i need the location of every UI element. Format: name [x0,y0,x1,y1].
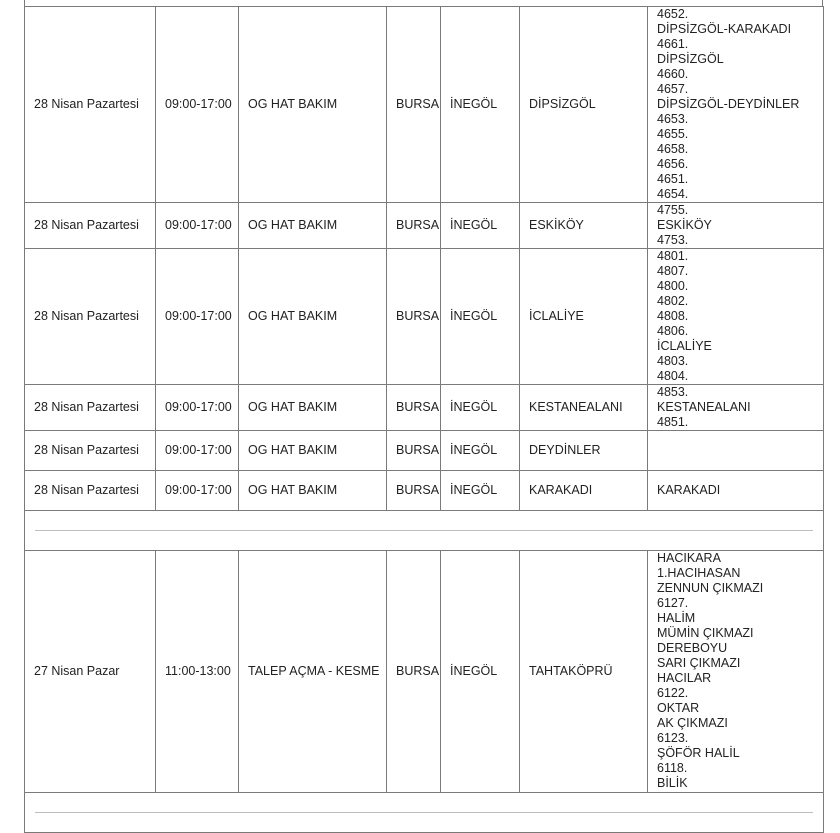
table-row [25,249,824,385]
street-item: 4803. [657,354,689,368]
street-item: KESTANEALANI [657,400,751,414]
district-cell: İNEGÖL [441,551,520,793]
table-row [25,431,824,471]
streets-cell [648,385,824,431]
neighborhood-cell: DEYDİNLER [520,431,648,471]
divider-line [35,530,813,531]
date-cell: 28 Nisan Pazartesi [25,431,156,471]
street-item: 4655. [657,127,689,141]
street-item: 4654. [657,187,689,201]
neighborhood-cell: ESKİKÖY [520,203,648,249]
neighborhood-cell: TAHTAKÖPRÜ [520,551,648,793]
type-cell: OG HAT BAKIM [239,471,387,511]
streets-cell [648,249,824,385]
district-cell: İNEGÖL [441,249,520,385]
type-cell: OG HAT BAKIM [239,431,387,471]
street-item: 4656. [657,157,689,171]
street-item: 4808. [657,309,689,323]
street-item: 4851. [657,415,689,429]
streets-cell [648,431,824,471]
time-cell: 09:00-17:00 [156,471,239,511]
time-cell: 09:00-17:00 [156,431,239,471]
street-item: 6123. [657,731,689,745]
city-cell: BURSA [387,471,441,511]
street-item: 4652. [657,7,689,21]
table-row [25,203,824,249]
street-item: DİPSİZGÖL [657,52,724,66]
time-cell: 09:00-17:00 [156,203,239,249]
street-item: SARI ÇIKMAZI [657,656,741,670]
type-cell: OG HAT BAKIM [239,385,387,431]
neighborhood-cell: KESTANEALANI [520,385,648,431]
street-item: 4806. [657,324,689,338]
type-cell: TALEP AÇMA - KESME [239,551,387,793]
time-cell: 11:00-13:00 [156,551,239,793]
date-cell: 28 Nisan Pazartesi [25,471,156,511]
street-item: DİPSİZGÖL-DEYDİNLER [657,97,800,111]
street-item: 4753. [657,233,689,247]
street-item: AK ÇIKMAZI [657,716,728,730]
street-item: İCLALİYE [657,339,712,353]
street-item: 4661. [657,37,689,51]
time-cell: 09:00-17:00 [156,385,239,431]
street-item: 4801. [657,249,689,263]
street-item: KARAKADI [657,483,721,497]
group-separator-row [25,793,824,833]
street-item: ZENNUN ÇIKMAZI [657,581,764,595]
group-separator-row [25,511,824,551]
street-item: MÜMİN ÇIKMAZI [657,626,754,640]
type-cell: OG HAT BAKIM [239,7,387,203]
street-item: BİLİK [657,776,688,790]
street-item: ESKİKÖY [657,218,712,232]
table-row [25,385,824,431]
street-item: DEREBOYU [657,641,728,655]
street-item: 4807. [657,264,689,278]
city-cell: BURSA [387,551,441,793]
street-item: 4651. [657,172,689,186]
type-cell: OG HAT BAKIM [239,249,387,385]
street-item: 4657. [657,82,689,96]
city-cell: BURSA [387,431,441,471]
district-cell: İNEGÖL [441,203,520,249]
street-item: 6127. [657,596,689,610]
neighborhood-cell: DİPSİZGÖL [520,7,648,203]
street-item: ŞÖFÖR HALİL [657,746,740,760]
street-item: 4653. [657,112,689,126]
street-item: 4802. [657,294,689,308]
city-cell: BURSA [387,249,441,385]
district-cell: İNEGÖL [441,431,520,471]
type-cell: OG HAT BAKIM [239,203,387,249]
street-item: DİPSİZGÖL-KARAKADI [657,22,792,36]
city-cell: BURSA [387,7,441,203]
street-item: OKTAR [657,701,700,715]
outage-table [24,6,824,833]
streets-cell [648,7,824,203]
neighborhood-cell: İCLALİYE [520,249,648,385]
table-row [25,551,824,793]
table-row [25,471,824,511]
street-item: 4658. [657,142,689,156]
street-item: HACIKARA [657,551,721,565]
street-item: HACILAR [657,671,712,685]
street-item: 4660. [657,67,689,81]
date-cell: 28 Nisan Pazartesi [25,385,156,431]
table-row [25,7,824,203]
street-item: 4800. [657,279,689,293]
time-cell: 09:00-17:00 [156,249,239,385]
streets-cell [648,471,824,511]
street-item: HALİM [657,611,696,625]
separator-cell [25,511,824,551]
date-cell: 28 Nisan Pazartesi [25,249,156,385]
streets-cell [648,551,824,793]
streets-cell [648,203,824,249]
street-item: 4755. [657,203,689,217]
city-cell: BURSA [387,203,441,249]
divider-line [35,812,813,813]
street-item: 4853. [657,385,689,399]
time-cell: 09:00-17:00 [156,7,239,203]
street-item: 6118. [657,761,688,775]
street-item: 6122. [657,686,689,700]
city-cell: BURSA [387,385,441,431]
date-cell: 28 Nisan Pazartesi [25,203,156,249]
date-cell: 28 Nisan Pazartesi [25,7,156,203]
street-item: 4804. [657,369,689,383]
date-cell: 27 Nisan Pazar [25,551,156,793]
neighborhood-cell: KARAKADI [520,471,648,511]
district-cell: İNEGÖL [441,471,520,511]
district-cell: İNEGÖL [441,7,520,203]
district-cell: İNEGÖL [441,385,520,431]
street-item: 1.HACIHASAN [657,566,741,580]
separator-cell [25,793,824,833]
